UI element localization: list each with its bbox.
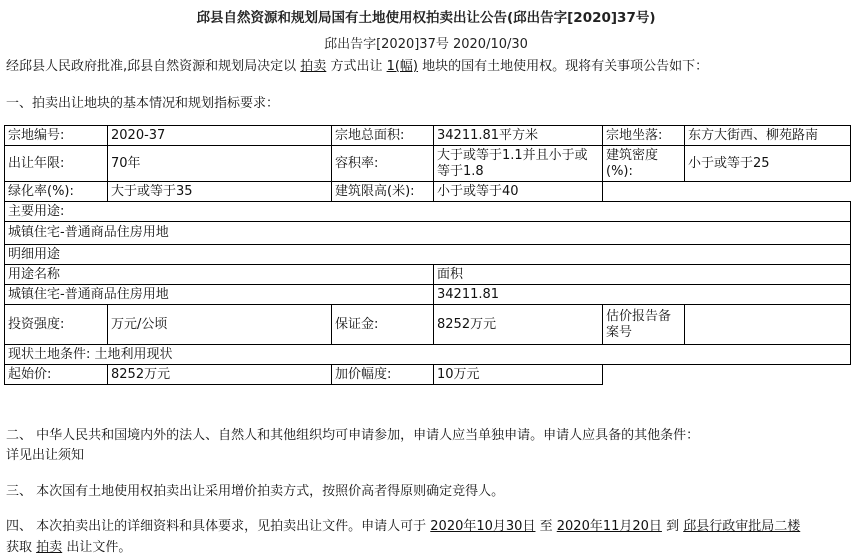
far-value: 大于或等于1.1并且小于或等于1.8 bbox=[434, 146, 603, 182]
section-4-to-1: 至 bbox=[539, 519, 553, 534]
parcel-info-table bbox=[4, 125, 851, 385]
location-value: 东方大街西、柳苑路南 bbox=[685, 126, 851, 146]
use-area-header: 面积 bbox=[434, 265, 851, 285]
intro-text-2: 方式出让 bbox=[330, 59, 383, 74]
deposit-label: 保证金: bbox=[332, 305, 434, 345]
appraisal-label: 估价报告备案号 bbox=[603, 305, 685, 345]
far-label: 容积率: bbox=[332, 146, 434, 182]
section-4-text-2: 出让文件。 bbox=[66, 540, 132, 555]
start-price-value: 8252万元 bbox=[108, 365, 332, 385]
section-2-line-1: 二、 中华人民共和国境内外的法人、自然人和其他组织均可申请参加，申请人应当单独申请。申请人应具备的其他条件： bbox=[6, 428, 700, 443]
deposit-value: 8252万元 bbox=[434, 305, 603, 345]
term-value: 70年 bbox=[108, 146, 332, 182]
section-4-line-1 bbox=[6, 515, 800, 534]
section-3: 三、 本次国有土地使用权拍卖出让采用增价拍卖方式，按照价高者得原则确定竞得人。 bbox=[6, 484, 505, 499]
intro-count: 1(幅) bbox=[386, 59, 419, 74]
use-area-value: 34211.81 bbox=[434, 285, 851, 305]
page-title: 邱县自然资源和规划局国有土地使用权拍卖出让公告(邱出告字[2020]37号) bbox=[196, 10, 656, 26]
intro-method: 拍卖 bbox=[300, 59, 327, 74]
detail-use-label: 明细用途 bbox=[5, 245, 851, 265]
intro-text-3: 地块的国有土地使用权。现将有关事项公告如下： bbox=[422, 59, 709, 74]
increment-label: 加价幅度: bbox=[332, 365, 434, 385]
intro-text-1: 经邱县人民政府批准,邱县自然资源和规划局决定以 bbox=[6, 59, 297, 74]
invest-value: 万元/公顷 bbox=[108, 305, 332, 345]
green-label: 绿化率(%): bbox=[5, 182, 108, 202]
use-name-header: 用途名称 bbox=[5, 265, 434, 285]
appraisal-value bbox=[685, 305, 851, 345]
parcel-no-value: 2020-37 bbox=[108, 126, 332, 146]
empty-cell bbox=[603, 182, 851, 202]
area-label: 宗地总面积: bbox=[332, 126, 434, 146]
term-label: 出让年限: bbox=[5, 146, 108, 182]
current-condition-value: 土地利用现状 bbox=[94, 346, 173, 362]
density-label: 建筑密度(%): bbox=[603, 146, 685, 182]
section-4-to-2: 到 bbox=[666, 519, 680, 534]
main-use-value: 城镇住宅-普通商品住房用地 bbox=[5, 222, 851, 245]
section-4-line-2 bbox=[6, 536, 131, 555]
announcement-number-date: 邱出告字[2020]37号 2020/10/30 bbox=[324, 37, 528, 52]
section-4-get: 获取 bbox=[6, 540, 33, 555]
area-value: 34211.81平方米 bbox=[434, 126, 603, 146]
main-use-label: 主要用途: bbox=[5, 202, 851, 222]
use-name-value: 城镇住宅-普通商品住房用地 bbox=[5, 285, 434, 305]
section-4-location: 邱县行政审批局二楼 bbox=[683, 519, 801, 534]
section-4-text-1: 四、 本次拍卖出让的详细资料和具体要求，见拍卖出让文件。申请人可于 bbox=[6, 519, 427, 534]
green-value: 大于或等于35 bbox=[108, 182, 332, 202]
section-2-line-2: 详见出让须知 bbox=[6, 448, 85, 463]
increment-value: 10万元 bbox=[434, 365, 603, 385]
height-value: 小于或等于40 bbox=[434, 182, 603, 202]
section-1-heading: 一、拍卖出让地块的基本情况和规划指标要求： bbox=[6, 96, 280, 111]
density-value: 小于或等于25 bbox=[685, 146, 851, 182]
height-label: 建筑限高(米): bbox=[332, 182, 434, 202]
start-price-label: 起始价: bbox=[5, 365, 108, 385]
intro-paragraph bbox=[6, 55, 708, 74]
location-label: 宗地坐落: bbox=[603, 126, 685, 146]
empty-cell bbox=[603, 365, 851, 385]
section-4-method: 拍卖 bbox=[36, 540, 63, 555]
invest-label: 投资强度: bbox=[5, 305, 108, 345]
parcel-no-label: 宗地编号: bbox=[5, 126, 108, 146]
current-condition-row bbox=[5, 345, 851, 365]
section-4-end-date: 2020年11月20日 bbox=[556, 519, 662, 534]
section-4-start-date: 2020年10月30日 bbox=[430, 519, 536, 534]
current-condition-label: 现状土地条件: bbox=[8, 346, 91, 362]
